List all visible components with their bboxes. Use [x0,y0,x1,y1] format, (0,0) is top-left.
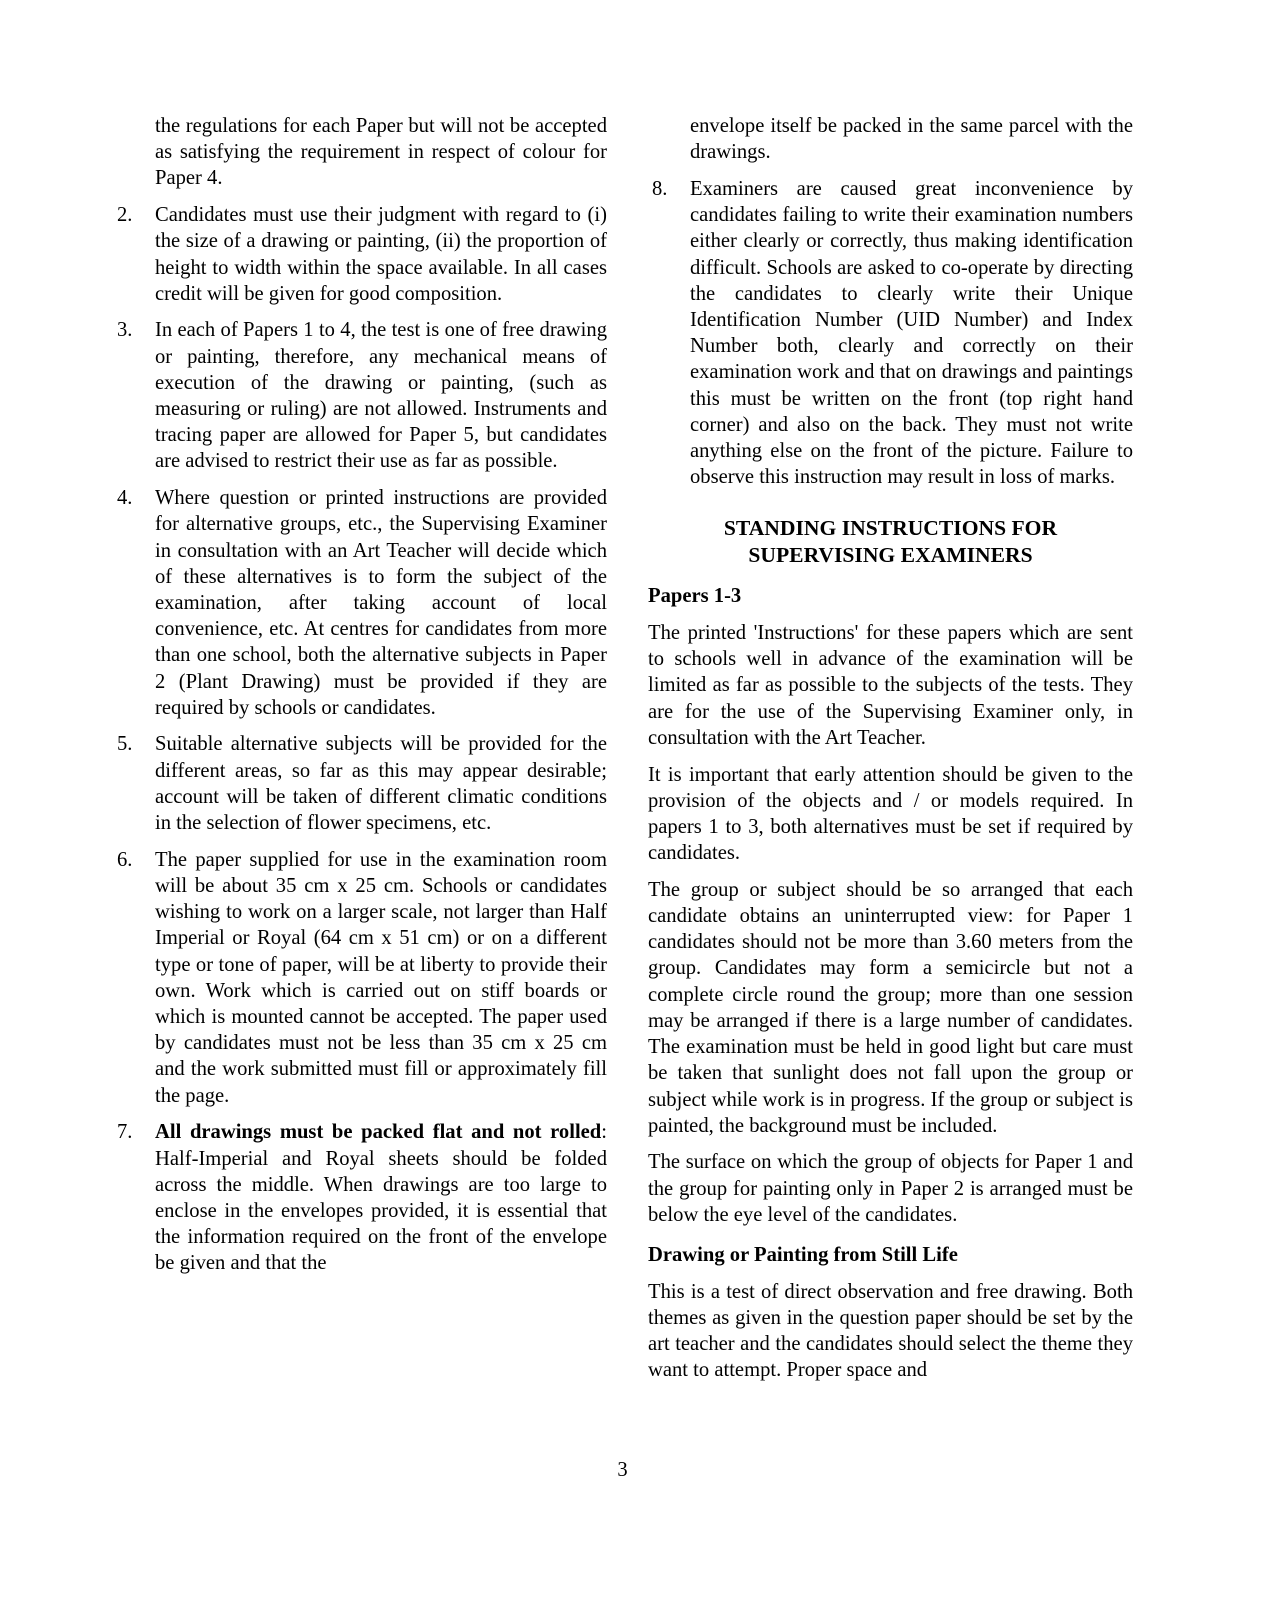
list-item-5 [113,731,607,836]
item-text: Suitable alternative subjects will be provided for the different areas, so far as this may appear desirable; account will be taken of different climatic conditions in the selection of flower specimens, etc. [155,733,607,835]
section-title-line-2: SUPERVISING EXAMINERS [748,543,1033,568]
left-continuation-text: the regulations for each Paper but will not be accepted as satisfying the requirement in respect of colour for Paper 4. [155,115,607,190]
list-item-4 [113,485,607,721]
list-item-3 [113,317,607,474]
right-column [648,113,1133,1384]
item-number: 2. [117,204,133,227]
list-item-7 [113,1119,607,1276]
right-continuation-text: envelope itself be packed in the same parcel with the drawings. [690,115,1133,164]
item-text: The paper supplied for use in the examination room will be about 35 cm x 25 cm. Schools or candidates wishing to work on a larger scale, not larger than Half Imperial or Royal (64 cm x 51 cm) or on a different type or tone of paper, will be at liberty to provide their own. Work which is carried out on stiff boards or which is mounted cannot be accepted. The paper used by candidates must not be less than 35 cm x 25 cm and the work submitted must fill or approximately fill the page. [155,848,607,1107]
item-text: Examiners are caused great inconvenience by candidates failing to write their examination numbers either clearly or correctly, thus making identification difficult. Schools are asked to co-operate by directing the candidates to clearly write their Unique Identification Number (UID Number) and Index Number both, clearly and correctly on their examination work and that on drawings and paintings this must be written on the front (top right hand corner) and also on the back. They must not write anything else on the front of the picture. Failure to observe this instruction may result in loss of marks. [690,177,1133,489]
list-item-8 [648,176,1133,490]
paragraph: This is a test of direct observation and free drawing. Both themes as given in the question paper should be set by the art teacher and the candidates should select the theme they want to attempt. Proper space and [648,1280,1133,1382]
item-text: In each of Papers 1 to 4, the test is one of free drawing or painting, therefore, any mechanical means of execution of the drawing or painting, (such as measuring or ruling) are not allowed. Instruments and tracing paper are allowed for Paper 5, but candidates are advised to restrict their use as far as possible. [155,319,607,473]
item-text: Where question or printed instructions are provided for alternative groups, etc., the Supervising Examiner in consultation with an Art Teacher will decide which of these alternatives is to form the subject of the examination, after taking account of local convenience, etc. At centres for candidates from more than one school, both the alternative subjects in Paper 2 (Plant Drawing) must be provided if they are required by schools or candidates. [155,487,607,719]
left-column [113,113,607,1277]
item-text: Candidates must use their judgment with regard to (i) the size of a drawing or painting, (ii) the proportion of height to width within the space available. In all cases credit will be given for good composition. [155,204,607,305]
page-number: 3 [617,1459,628,1481]
item-number: 3. [117,319,133,342]
item-number: 8. [652,177,668,200]
paragraph: The printed 'Instructions' for these papers which are sent to schools well in advance of the examination will be limited as far as possible to the subjects of the tests. They are for the use of the Supervising Examiner only, in consultation with the Art Teacher. [648,622,1133,749]
item-text [155,1119,607,1276]
item-number: 7. [117,1121,133,1144]
section-title [648,515,1133,569]
item-bold-text: All drawings must be packed flat and not rolled [155,1121,602,1144]
list-item-2 [113,202,607,307]
list-item-6 [113,847,607,1109]
paragraph: The surface on which the group of objects for Paper 1 and the group for painting only in Paper 2 is arranged must be below the eye level of the candidates. [648,1151,1133,1226]
item-rest-text: : Half-Imperial and Royal sheets should be folded across the middle. When drawings are too large to enclose in the envelopes provided, it is essential that the information required on the front of the envelope be given and that the [155,1121,607,1275]
papers-heading: Papers 1-3 [648,585,742,608]
paragraph: The group or subject should be so arranged that each candidate obtains an uninterrupted view: for Paper 1 candidates should not be more than 3.60 meters from the group. Candidates may form a semicircle but not a complete circle round the group; more than one session may be arranged if there is a large number of candidates. The examination must be held in good light but care must be taken that sunlight does not fall upon the group or subject while work is in progress. If the group or subject is painted, the background must be included. [648,878,1133,1137]
item-number: 4. [117,487,133,510]
item-number: 6. [117,848,133,871]
section-title-line-1: STANDING INSTRUCTIONS FOR [723,516,1058,541]
still-life-heading: Drawing or Painting from Still Life [648,1244,958,1267]
paragraph: It is important that early attention should be given to the provision of the objects and / or models required. In papers 1 to 3, both alternatives must be set if required by candidates. [648,763,1133,865]
item-number: 5. [117,733,133,756]
